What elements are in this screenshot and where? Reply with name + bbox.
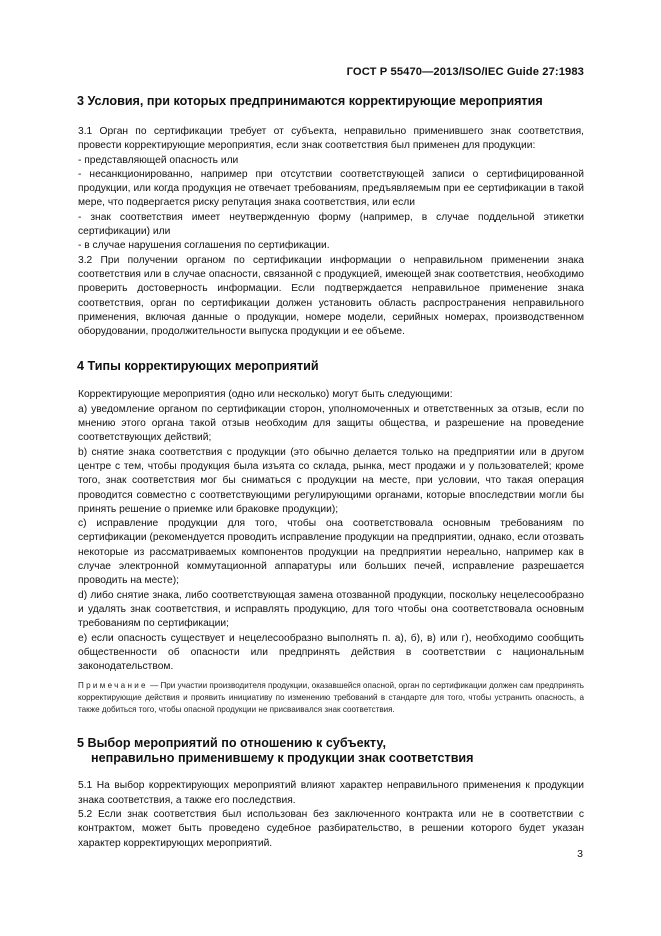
section-5-paragraph: 5.2 Если знак соответствия был использован без заключенного контракта или не в соответствии с контрактом, может быть проведено судебное разбирательство, в решении которого будет указан характер корректирующих мероприятий. — [78, 808, 584, 849]
section-3-paragraph: 3.1 Орган по сертификации требует от субъекта, неправильно применившего знак соответствия, провести корректирующие мероприятия, если знак соответствия был применен для продукции: — [78, 126, 584, 152]
section-4-list-item: d) либо снятие знака, либо соответствующая замена отозванной продукции, поскольку нецелесообразно и удалять знак соответствия, и исправлять продукцию, для того чтобы она соответствовала основным требованиям по сертификации; — [78, 589, 584, 630]
section-5-title-line-1: 5 Выбор мероприятий по отношению к субъекту, — [77, 736, 386, 751]
section-4-list-item: c) исправление продукции для того, чтобы она соответствовала основным требованиям по сертификации (рекомендуется проводить исправление продукции на предприятии, однако, если отозвать некоторые из рассматриваемых компонентов продукции на предприятии нереально, например как в случае электронной коммутационной аппаратуры или больших печей, исправление разрешается проводить на месте); — [78, 518, 584, 587]
section-4-list-item: a) уведомление органом по сертификации сторон, уполномоченных и ответственных за отзыв, если по мнению этого органа такой отзыв необходим для защиты общества, и разрешение на проведение соответствующих действий; — [78, 403, 584, 444]
section-4-list-item: b) снятие знака соответствия с продукции (это обычно делается только на предприятии или в другом центре с тем, чтобы продукция была изъята со склада, рынка, мест продажи и у пользователей; кроме того, знак соответствия мог бы сниматься с продукции на месте, при условии, что такая операция проводится совместно с соответствующими регулирующими органами, которые впоследствии могли бы принять решение о приемке или браковке продукции); — [78, 446, 584, 515]
section-3-list-item: - несанкционированно, например при отсутствии соответствующей записи о сертифицированной продукции, или когда продукция не отвечает требованиям, предъявляемым при ее сертификации в такой мере, что подвергается риску репутация знака соответствия, или если — [78, 168, 584, 209]
section-5 — [78, 736, 584, 850]
section-4 — [78, 359, 584, 716]
section-4-list-item: e) если опасность существует и нецелесообразно выполнять п. a), б), в) или г), необходимо сообщить общественности об опасности или предпринять действия в соответствии с национальным законодательством. — [78, 632, 584, 673]
page-content — [78, 94, 584, 851]
section-5-paragraph: 5.1 На выбор корректирующих мероприятий влияют характер неправильного применения к продукции знака соответствия, а также его последствия. — [78, 780, 584, 806]
standard-header: ГОСТ Р 55470—2013/ISO/IEC Guide 27:1983 — [346, 66, 584, 78]
section-5-title-line-2: неправильно применившему к продукции знак соответствия — [91, 751, 474, 766]
section-3-list-item: - знак соответствия имеет неутвержденную форму (например, в случае поддельной этикетки сертификации) или — [78, 211, 584, 238]
section-4-intro: Корректирующие мероприятия (одно или несколько) могут быть следующими: — [78, 389, 453, 401]
section-3-list-item: - представляющей опасность или — [78, 154, 239, 166]
section-3-paragraph: 3.2 При получении органом по сертификации информации о неправильном применении знака соответствия или в случае опасности, связанной с продукцией, имеющей знак соответствия, необходимо проверить достоверность информации. Если подтверждается неправильное применение знака соответствия, орган по сертификации должен установить область распространения неправильного применения, включая данные о продукции, номере модели, серийных номерах, производственном оборудовании, продолжительности выпуска продукции и ее объеме. — [78, 254, 584, 338]
section-4-title: 4 Типы корректирующих мероприятий — [77, 359, 319, 374]
section-4-note — [78, 680, 584, 716]
note-label: Примечание — [78, 681, 148, 691]
note-text: — При участии производителя продукции, оказавшейся опасной, орган по сертификации должен сам предпринять корректирующие действия и проявить инициативу по изменению требований в стандарте для того, чтобы устранить опасность, а также добиться того, чтобы опасной продукции не присваивался знак соответствия. — [78, 681, 584, 715]
section-3 — [78, 94, 584, 339]
page-number: 3 — [577, 848, 583, 860]
section-3-list-item: - в случае нарушения соглашения по сертификации. — [78, 240, 330, 252]
section-3-title: 3 Условия, при которых предпринимаются корректирующие мероприятия — [77, 94, 543, 108]
